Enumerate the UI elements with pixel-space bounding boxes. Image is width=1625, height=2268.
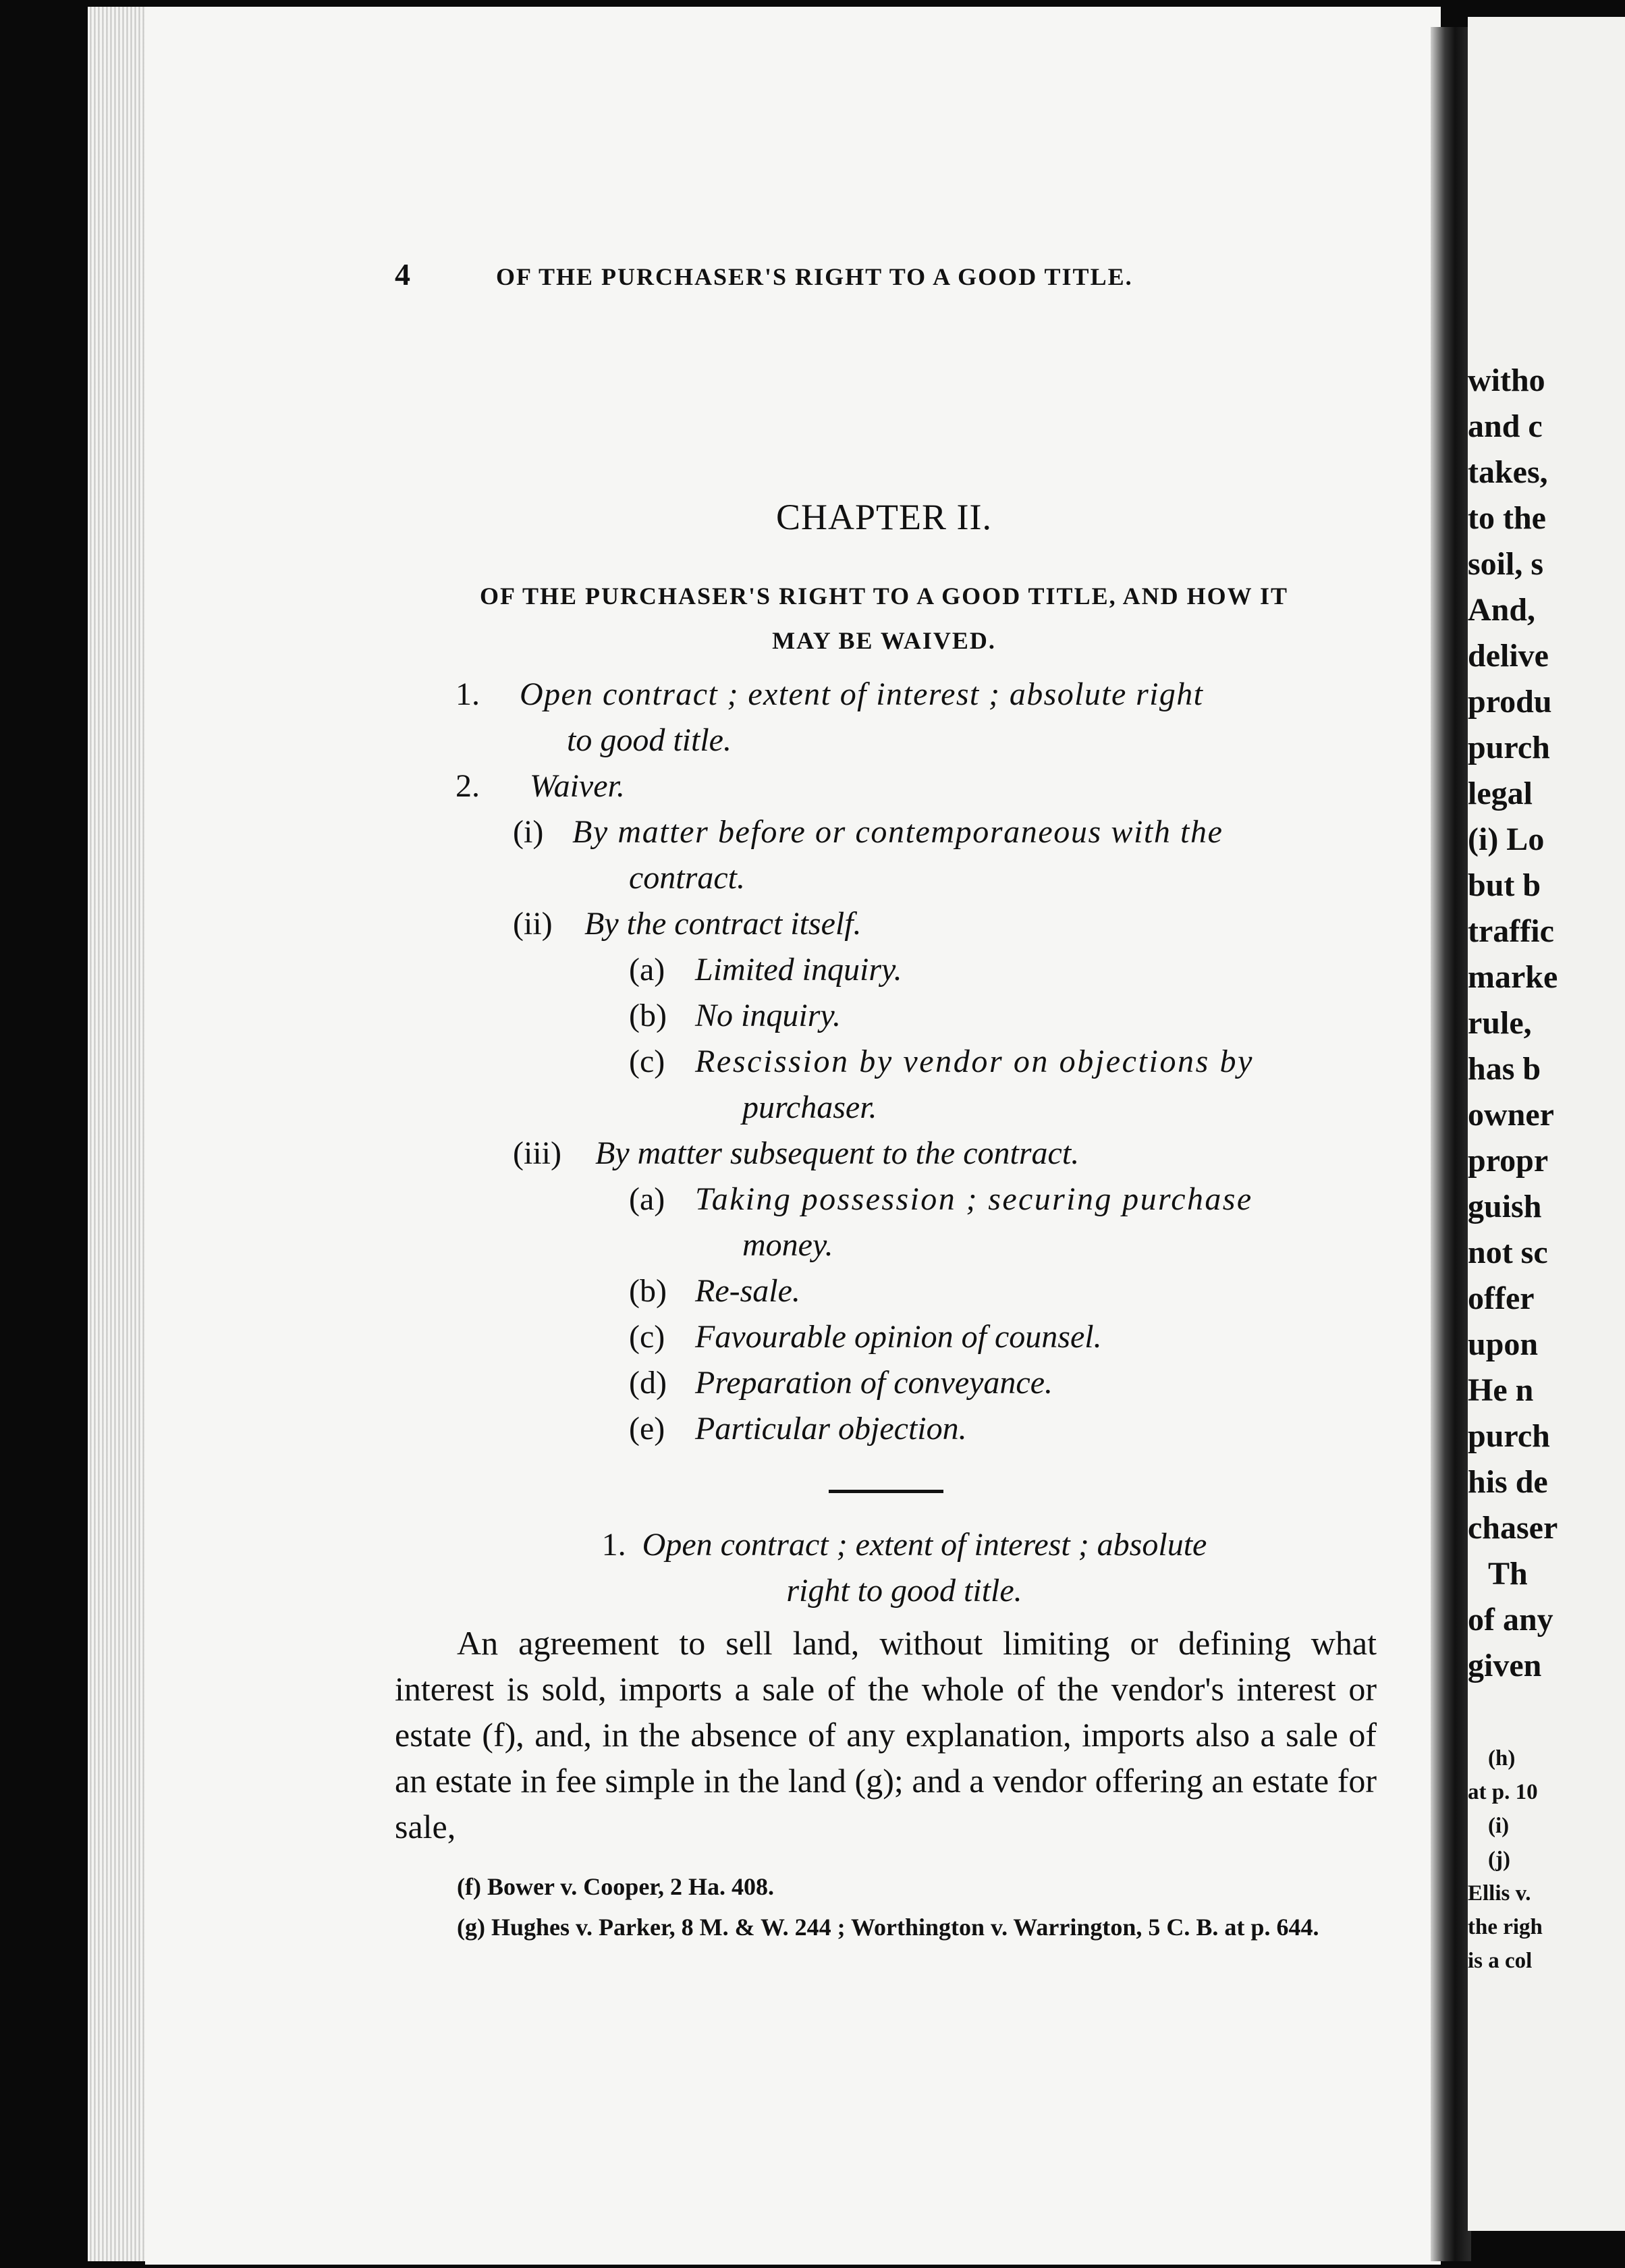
contents-text: Open contract ; extent of interest ; absolute right — [520, 676, 1204, 712]
contents-number: (a) — [629, 952, 665, 988]
facing-page-line: but b — [1468, 867, 1541, 903]
chapter-subtitle-line1: OF THE PURCHASER'S RIGHT TO A GOOD TITLE, AND HOW IT — [480, 583, 1288, 610]
facing-page-line: of any — [1468, 1602, 1553, 1638]
facing-page-line: He n — [1468, 1372, 1534, 1408]
facing-page-line: marke — [1468, 959, 1558, 995]
contents-text: Preparation of conveyance. — [695, 1365, 1053, 1401]
facing-page-line: to the — [1468, 500, 1546, 536]
contents-text: Favourable opinion of counsel. — [695, 1319, 1102, 1355]
facing-page-line: delive — [1468, 638, 1549, 674]
contents-text: By matter subsequent to the contract. — [595, 1135, 1080, 1171]
contents-text: to good title. — [567, 722, 732, 758]
footnotes — [395, 1866, 1377, 1947]
contents-text: purchaser. — [742, 1089, 877, 1125]
contents-text: By the contract itself. — [584, 906, 862, 942]
chapter-title: CHAPTER II. — [776, 497, 992, 537]
facing-page-footnote-line: is a col — [1468, 1949, 1533, 1973]
contents-number: (b) — [629, 998, 667, 1033]
contents-text: Limited inquiry. — [695, 952, 902, 988]
facing-page-line: guish — [1468, 1189, 1542, 1224]
chapter-subtitle-line2: MAY BE WAIVED. — [772, 627, 996, 654]
facing-page-line: has b — [1468, 1051, 1541, 1087]
contents-number: (a) — [629, 1181, 665, 1217]
contents-number: (iii) — [513, 1135, 561, 1171]
contents-text: No inquiry. — [695, 998, 842, 1033]
section-heading-line1 — [432, 1522, 1377, 1568]
facing-page-line: his de — [1468, 1464, 1548, 1500]
facing-page-line: purch — [1468, 730, 1550, 765]
contents-text: Waiver. — [530, 768, 625, 804]
facing-page-line: propr — [1468, 1143, 1549, 1179]
facing-page — [1468, 17, 1625, 2231]
facing-page-footnote-line: Ellis v. — [1468, 1881, 1531, 1906]
footnote-f: (f) Bower v. Cooper, 2 Ha. 408. — [457, 1873, 774, 1900]
contents-text: Rescission by vendor on objections by — [695, 1044, 1255, 1079]
section-number: 1. — [601, 1527, 626, 1563]
facing-page-line: takes, — [1468, 454, 1548, 490]
contents-number: 1. — [456, 676, 480, 712]
facing-page-line: chaser — [1468, 1510, 1558, 1546]
section-divider — [829, 1490, 943, 1493]
book-gutter — [1431, 27, 1471, 2261]
contents-number: (i) — [513, 814, 544, 850]
contents-number: (c) — [629, 1319, 665, 1355]
contents-number: (ii) — [513, 906, 553, 942]
facing-page-footnote-line: (j) — [1488, 1847, 1510, 1872]
facing-page-line: witho — [1468, 362, 1545, 398]
contents-number: (d) — [629, 1365, 667, 1401]
facing-page-footnote-line: (i) — [1488, 1814, 1510, 1838]
contents-number: (b) — [629, 1273, 667, 1309]
facing-page-footnotes — [1468, 1742, 1625, 1978]
section-heading — [432, 1522, 1377, 1614]
body-paragraph: An agreement to sell land, without limiting or defining what interest is sold, imports a sale of the whole of the vendor's interest or estate (f), and, in the absence of any explanation, imports also a sale of an estate in fee simple in the land (g); and a vendor offering an estate for sale, — [395, 1624, 1377, 1845]
facing-page-line: And, — [1468, 592, 1536, 628]
facing-page-line: purch — [1468, 1418, 1550, 1454]
facing-page-line: (i) Lo — [1468, 821, 1545, 857]
facing-page-line: upon — [1468, 1326, 1539, 1362]
facing-page-line: not sc — [1468, 1235, 1548, 1270]
contents-text: Taking possession ; securing purchase — [695, 1181, 1253, 1217]
body-text — [395, 1620, 1377, 1850]
facing-page-line: legal — [1468, 776, 1533, 811]
footnote-g: (g) Hughes v. Parker, 8 M. & W. 244 ; Worthington v. Warrington, 5 C. B. at p. 644. — [457, 1914, 1319, 1941]
running-head-title: OF THE PURCHASER'S RIGHT TO A GOOD TITLE. — [496, 263, 1133, 290]
facing-page-footnote-line: (h) — [1488, 1746, 1516, 1771]
facing-page-line: owner — [1468, 1097, 1554, 1133]
facing-page-line: traffic — [1468, 913, 1554, 949]
contents-text: Re-sale. — [695, 1273, 800, 1309]
contents-text: By matter before or contemporaneous with the — [572, 814, 1223, 850]
page-number: 4 — [395, 257, 410, 292]
facing-page-line: offer — [1468, 1280, 1535, 1316]
facing-page-text — [1468, 358, 1625, 1689]
contents-text: money. — [742, 1227, 833, 1263]
facing-page-line: and c — [1468, 408, 1543, 444]
section-heading-text: Open contract ; extent of interest ; absolute — [642, 1527, 1207, 1563]
page-edges — [88, 7, 148, 2261]
contents-number: (c) — [629, 1044, 665, 1079]
contents-number: 2. — [456, 768, 480, 804]
facing-page-footnote-line: the righ — [1468, 1915, 1543, 1939]
facing-page-line: given — [1468, 1648, 1542, 1683]
facing-page-line: soil, s — [1468, 546, 1544, 582]
chapter-subtitle — [391, 574, 1377, 663]
contents-text: contract. — [629, 860, 745, 896]
facing-page-footnote-line: at p. 10 — [1468, 1780, 1538, 1804]
facing-page-line: produ — [1468, 684, 1552, 720]
contents-number: (e) — [629, 1411, 665, 1447]
facing-page-line: Th — [1488, 1556, 1528, 1592]
section-heading-line2: right to good title. — [786, 1573, 1022, 1609]
contents-text: Particular objection. — [695, 1411, 967, 1447]
facing-page-line: rule, — [1468, 1005, 1532, 1041]
